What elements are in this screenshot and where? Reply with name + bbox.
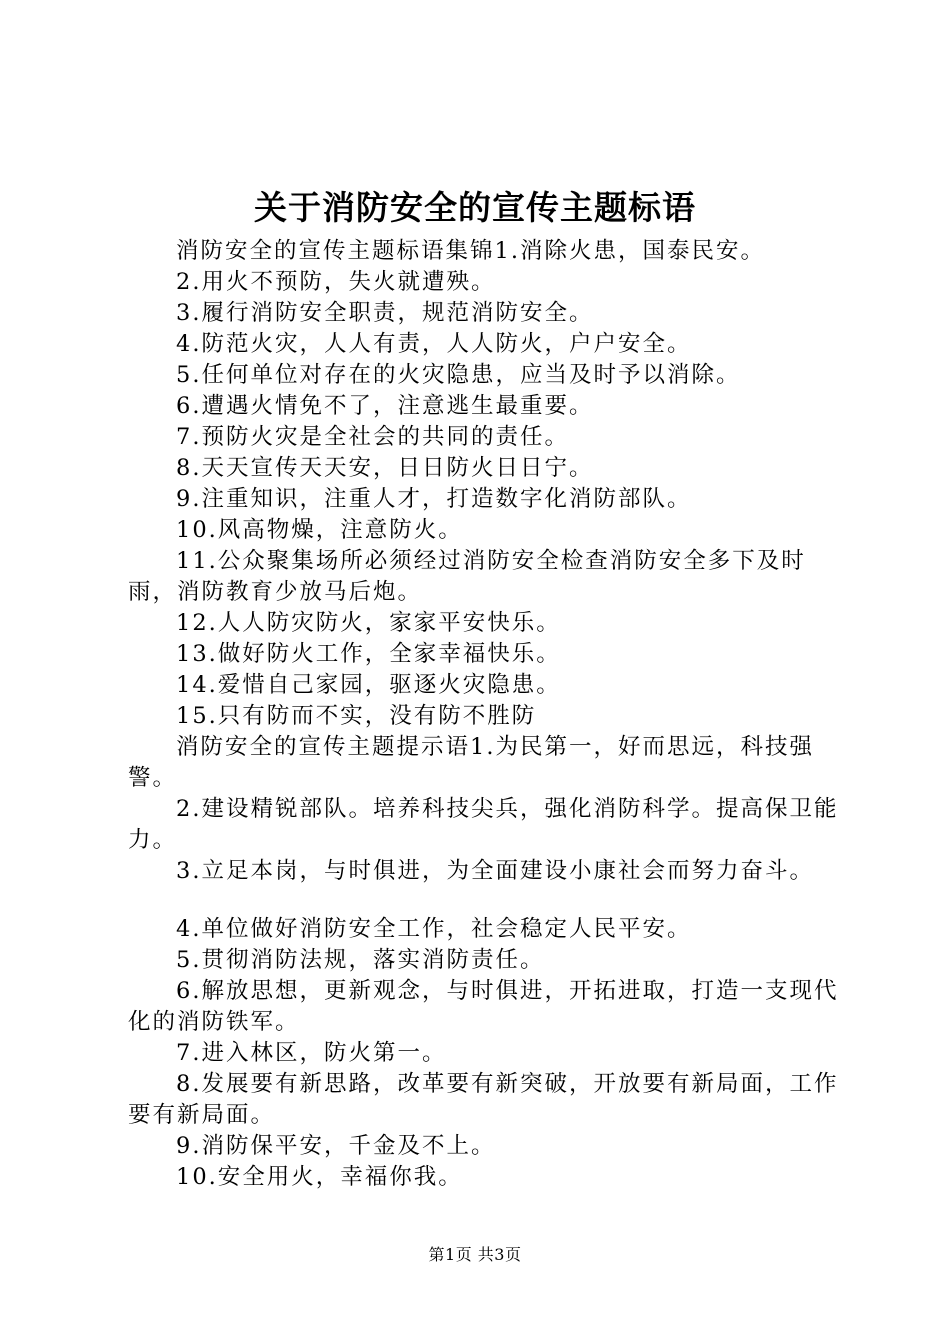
paragraph: 6.遭遇火情免不了，注意逃生最重要。 [176,393,594,419]
paragraph: 4.防范火灾，人人有责，人人防火，户户安全。 [176,331,692,357]
paragraph: 13.做好防火工作，全家幸福快乐。 [176,641,561,667]
paragraph: 3.立足本岗，与时俱进，为全面建设小康社会而努力奋斗。 [176,858,814,884]
paragraph: 7.预防火灾是全社会的共同的责任。 [176,424,569,450]
paragraph: 6.解放思想，更新观念，与时俱进，开拓进取，打造一支现代化的消防铁军。 [128,978,839,1035]
paragraph: 5.贯彻消防法规，落实消防责任。 [176,947,545,973]
paragraph: 12.人人防灾防火，家家平安快乐。 [176,610,561,636]
paragraph: 9.注重知识，注重人才，打造数字化消防部队。 [176,486,692,512]
paragraph: 8.天天宣传天天安，日日防火日日宁。 [176,455,594,481]
paragraph: 消防安全的宣传主题标语集锦1.消除火患，国泰民安。 [176,238,765,264]
paragraph: 2.建设精锐部队。培养科技尖兵，强化消防科学。提高保卫能力。 [128,796,839,853]
paragraph: 3.履行消防安全职责，规范消防安全。 [176,300,594,326]
document-body [128,236,848,1193]
paragraph: 10.安全用火，幸福你我。 [176,1164,463,1190]
paragraph: 消防安全的宣传主题提示语1.为民第一，好而思远，科技强警。 [128,734,814,791]
paragraph: 14.爱惜自己家园，驱逐火灾隐患。 [176,672,561,698]
paragraph: 11.公众聚集场所必须经过消防安全检查消防安全多下及时雨，消防教育少放马后炮。 [128,548,806,605]
page-number-footer: 第1页 共3页 [428,1245,522,1264]
paragraph-spacer [128,887,848,914]
paragraph: 7.进入林区，防火第一。 [176,1040,447,1066]
paragraph: 10.风高物燥，注意防火。 [176,517,463,543]
paragraph: 8.发展要有新思路，改革要有新突破，开放要有新局面，工作要有新局面。 [128,1071,839,1128]
paragraph: 5.任何单位对存在的火灾隐患，应当及时予以消除。 [176,362,741,388]
paragraph: 9.消防保平安，千金及不上。 [176,1133,496,1159]
document-title: 关于消防安全的宣传主题标语 [254,188,696,227]
paragraph: 2.用火不预防，失火就遭殃。 [176,269,496,295]
paragraph: 4.单位做好消防安全工作，社会稳定人民平安。 [176,916,692,942]
paragraph: 15.只有防而不实，没有防不胜防 [176,703,537,729]
